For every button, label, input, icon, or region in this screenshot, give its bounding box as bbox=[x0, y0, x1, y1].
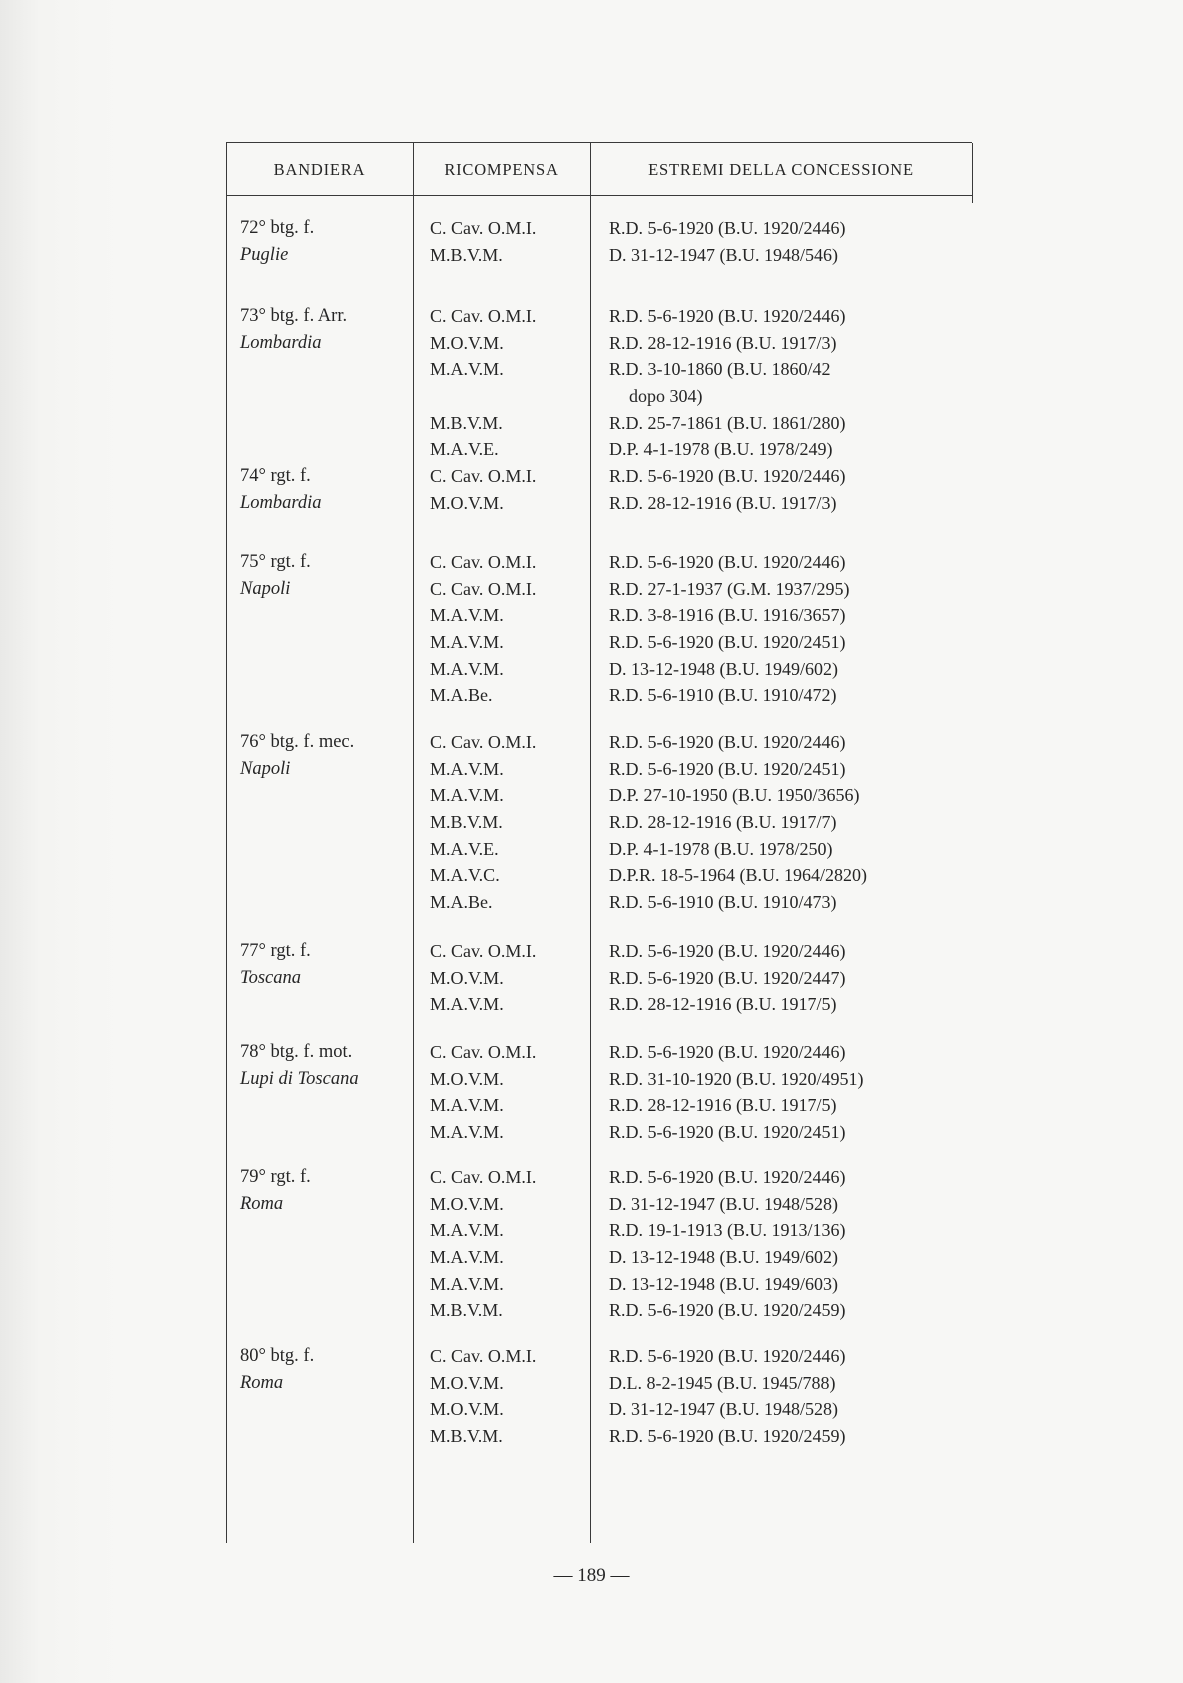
concession-reference: R.D. 28-12-1916 (B.U. 1917/5) bbox=[609, 1095, 837, 1116]
unit-name: 75° rgt. f. bbox=[240, 552, 311, 572]
concession-reference: R.D. 25-7-1861 (B.U. 1861/280) bbox=[609, 412, 846, 433]
award-name: C. Cav. O.M.I. bbox=[430, 1167, 537, 1187]
concession-reference: D.P. 4-1-1978 (B.U. 1978/249) bbox=[609, 439, 833, 460]
unit-place: Roma bbox=[240, 1193, 284, 1214]
ricompensa-cell bbox=[430, 1164, 590, 1324]
concession-reference: D. 13-12-1948 (B.U. 1949/603) bbox=[609, 1273, 838, 1294]
concession-reference: R.D. 5-6-1920 (B.U. 1920/2446) bbox=[609, 306, 846, 326]
award-name: C. Cav. O.M.I. bbox=[430, 941, 537, 961]
award-name: M.A.V.M. bbox=[430, 1095, 504, 1116]
ricompensa-cell bbox=[430, 303, 590, 463]
award-name: C. Cav. O.M.I. bbox=[430, 306, 537, 326]
award-name: C. Cav. O.M.I. bbox=[430, 466, 537, 486]
concession-reference: R.D. 5-6-1910 (B.U. 1910/472) bbox=[609, 685, 837, 706]
award-name: M.A.V.M. bbox=[430, 658, 504, 679]
concession-reference: R.D. 5-6-1920 (B.U. 1920/2446) bbox=[609, 732, 846, 752]
concession-reference: R.D. 5-6-1920 (B.U. 1920/2446) bbox=[609, 1346, 846, 1366]
concession-reference: R.D. 31-10-1920 (B.U. 1920/4951) bbox=[609, 1068, 864, 1089]
award-name: M.B.V.M. bbox=[430, 1426, 503, 1447]
concession-reference: D. 31-12-1947 (B.U. 1948/528) bbox=[609, 1399, 838, 1420]
concession-reference: R.D. 28-12-1916 (B.U. 1917/7) bbox=[609, 812, 837, 833]
unit-name: 80° btg. f. bbox=[240, 1346, 315, 1366]
award-name: M.A.V.M. bbox=[430, 758, 504, 779]
concession-reference: R.D. 5-6-1920 (B.U. 1920/2451) bbox=[609, 1122, 846, 1143]
table-header bbox=[226, 143, 972, 196]
unit-name: 76° btg. f. mec. bbox=[240, 732, 355, 752]
concession-reference: D.L. 8-2-1945 (B.U. 1945/788) bbox=[609, 1372, 836, 1393]
unit-place: Roma bbox=[240, 1372, 284, 1393]
unit-place: Lombardia bbox=[240, 332, 322, 353]
award-name: M.A.V.C. bbox=[430, 865, 500, 886]
column-divider bbox=[226, 143, 227, 1543]
concession-reference: R.D. 3-10-1860 (B.U. 1860/42 bbox=[609, 359, 831, 380]
concession-reference: D. 31-12-1947 (B.U. 1948/546) bbox=[609, 244, 838, 265]
bandiera-cell bbox=[240, 463, 412, 516]
ricompensa-cell bbox=[430, 463, 590, 516]
award-name: M.A.V.M. bbox=[430, 994, 504, 1015]
estremi-cell bbox=[609, 1039, 969, 1146]
award-name: M.B.V.M. bbox=[430, 812, 503, 833]
concession-reference: R.D. 3-8-1916 (B.U. 1916/3657) bbox=[609, 605, 846, 626]
award-name: M.O.V.M. bbox=[430, 1372, 504, 1393]
concession-reference: R.D. 5-6-1920 (B.U. 1920/2446) bbox=[609, 218, 846, 238]
award-name: M.A.V.M. bbox=[430, 1220, 504, 1241]
unit-place: Lupi di Toscana bbox=[240, 1068, 359, 1089]
unit-name: 72° btg. f. bbox=[240, 218, 315, 238]
unit-place: Puglie bbox=[240, 244, 289, 265]
award-name: M.A.V.M. bbox=[430, 632, 504, 653]
unit-place: Toscana bbox=[240, 967, 302, 988]
award-name: M.A.V.M. bbox=[430, 1273, 504, 1294]
award-name: M.A.V.M. bbox=[430, 359, 504, 380]
ricompensa-cell bbox=[430, 215, 590, 268]
concession-reference: D. 13-12-1948 (B.U. 1949/602) bbox=[609, 658, 838, 679]
award-name: C. Cav. O.M.I. bbox=[430, 732, 537, 752]
concession-reference: D. 31-12-1947 (B.U. 1948/528) bbox=[609, 1193, 838, 1214]
bandiera-cell bbox=[240, 729, 412, 782]
concession-reference: R.D. 5-6-1920 (B.U. 1920/2459) bbox=[609, 1426, 846, 1447]
concession-reference: D.P.R. 18-5-1964 (B.U. 1964/2820) bbox=[609, 865, 868, 886]
concession-reference: R.D. 5-6-1920 (B.U. 1920/2446) bbox=[609, 1042, 846, 1062]
estremi-cell bbox=[609, 729, 969, 916]
estremi-cell bbox=[609, 463, 969, 516]
award-name: C. Cav. O.M.I. bbox=[430, 1346, 537, 1366]
award-name: M.A.V.E. bbox=[430, 439, 499, 460]
award-name: M.O.V.M. bbox=[430, 1068, 504, 1089]
concession-reference: R.D. 5-6-1920 (B.U. 1920/2459) bbox=[609, 1300, 846, 1321]
column-divider bbox=[413, 143, 414, 1543]
award-name: M.A.V.M. bbox=[430, 785, 504, 806]
award-name: M.O.V.M. bbox=[430, 1193, 504, 1214]
ricompensa-cell bbox=[430, 549, 590, 709]
concession-reference: D.P. 4-1-1978 (B.U. 1978/250) bbox=[609, 838, 833, 859]
concession-reference: R.D. 5-6-1920 (B.U. 1920/2446) bbox=[609, 941, 846, 961]
concession-reference: R.D. 5-6-1920 (B.U. 1920/2446) bbox=[609, 466, 846, 486]
award-name: M.A.V.M. bbox=[430, 605, 504, 626]
bandiera-cell bbox=[240, 303, 412, 356]
award-name: C. Cav. O.M.I. bbox=[430, 578, 537, 599]
concession-reference: D.P. 27-10-1950 (B.U. 1950/3656) bbox=[609, 785, 860, 806]
award-name: M.B.V.M. bbox=[430, 244, 503, 265]
concession-reference: dopo 304) bbox=[629, 386, 703, 407]
concession-reference: R.D. 5-6-1920 (B.U. 1920/2451) bbox=[609, 632, 846, 653]
ricompensa-cell bbox=[430, 729, 590, 916]
award-name bbox=[430, 383, 590, 410]
concession-reference: R.D. 5-6-1920 (B.U. 1920/2446) bbox=[609, 1167, 846, 1187]
award-name: C. Cav. O.M.I. bbox=[430, 552, 537, 572]
concession-reference: R.D. 5-6-1920 (B.U. 1920/2446) bbox=[609, 552, 846, 572]
award-name: M.O.V.M. bbox=[430, 967, 504, 988]
unit-place: Lombardia bbox=[240, 492, 322, 513]
estremi-cell bbox=[609, 215, 969, 268]
concession-reference: D. 13-12-1948 (B.U. 1949/602) bbox=[609, 1247, 838, 1268]
concessions-table bbox=[226, 142, 972, 1543]
header-estremi: ESTREMI DELLA CONCESSIONE bbox=[648, 160, 914, 179]
concession-reference: R.D. 19-1-1913 (B.U. 1913/136) bbox=[609, 1220, 846, 1241]
bandiera-cell bbox=[240, 215, 412, 268]
page-number: — 189 — bbox=[553, 1565, 630, 1586]
estremi-cell bbox=[609, 1343, 969, 1450]
header-bandiera: BANDIERA bbox=[273, 160, 366, 179]
bandiera-cell bbox=[240, 938, 412, 991]
bandiera-cell bbox=[240, 1164, 412, 1217]
bandiera-cell bbox=[240, 1039, 412, 1092]
unit-name: 77° rgt. f. bbox=[240, 941, 311, 961]
estremi-cell bbox=[609, 549, 969, 709]
award-name: M.B.V.M. bbox=[430, 1300, 503, 1321]
concession-reference: R.D. 28-12-1916 (B.U. 1917/5) bbox=[609, 994, 837, 1015]
bandiera-cell bbox=[240, 549, 412, 602]
unit-name: 73° btg. f. Arr. bbox=[240, 306, 348, 326]
concession-reference: R.D. 28-12-1916 (B.U. 1917/3) bbox=[609, 492, 837, 513]
unit-name: 79° rgt. f. bbox=[240, 1167, 311, 1187]
award-name: C. Cav. O.M.I. bbox=[430, 218, 537, 238]
ricompensa-cell bbox=[430, 1039, 590, 1146]
award-name: M.O.V.M. bbox=[430, 492, 504, 513]
bandiera-cell bbox=[240, 1343, 412, 1396]
unit-name: 78° btg. f. mot. bbox=[240, 1042, 353, 1062]
concession-reference: R.D. 28-12-1916 (B.U. 1917/3) bbox=[609, 332, 837, 353]
column-divider bbox=[972, 143, 973, 203]
award-name: C. Cav. O.M.I. bbox=[430, 1042, 537, 1062]
award-name: M.A.Be. bbox=[430, 685, 493, 706]
award-name: M.O.V.M. bbox=[430, 1399, 504, 1420]
award-name: M.A.V.M. bbox=[430, 1247, 504, 1268]
concession-reference: R.D. 5-6-1920 (B.U. 1920/2447) bbox=[609, 967, 846, 988]
award-name: M.B.V.M. bbox=[430, 412, 503, 433]
unit-name: 74° rgt. f. bbox=[240, 466, 311, 486]
column-divider bbox=[590, 143, 591, 1543]
concession-reference: R.D. 27-1-1937 (G.M. 1937/295) bbox=[609, 578, 850, 599]
award-name: M.A.V.M. bbox=[430, 1122, 504, 1143]
estremi-cell bbox=[609, 938, 969, 1018]
ricompensa-cell bbox=[430, 1343, 590, 1450]
header-ricompensa: RICOMPENSA bbox=[444, 160, 559, 179]
award-name: M.A.Be. bbox=[430, 892, 493, 913]
ricompensa-cell bbox=[430, 938, 590, 1018]
award-name: M.O.V.M. bbox=[430, 332, 504, 353]
concession-reference: R.D. 5-6-1920 (B.U. 1920/2451) bbox=[609, 758, 846, 779]
award-name: M.A.V.E. bbox=[430, 838, 499, 859]
estremi-cell bbox=[609, 303, 969, 463]
unit-place: Napoli bbox=[240, 578, 291, 599]
estremi-cell bbox=[609, 1164, 969, 1324]
concession-reference: R.D. 5-6-1910 (B.U. 1910/473) bbox=[609, 892, 837, 913]
unit-place: Napoli bbox=[240, 758, 291, 779]
